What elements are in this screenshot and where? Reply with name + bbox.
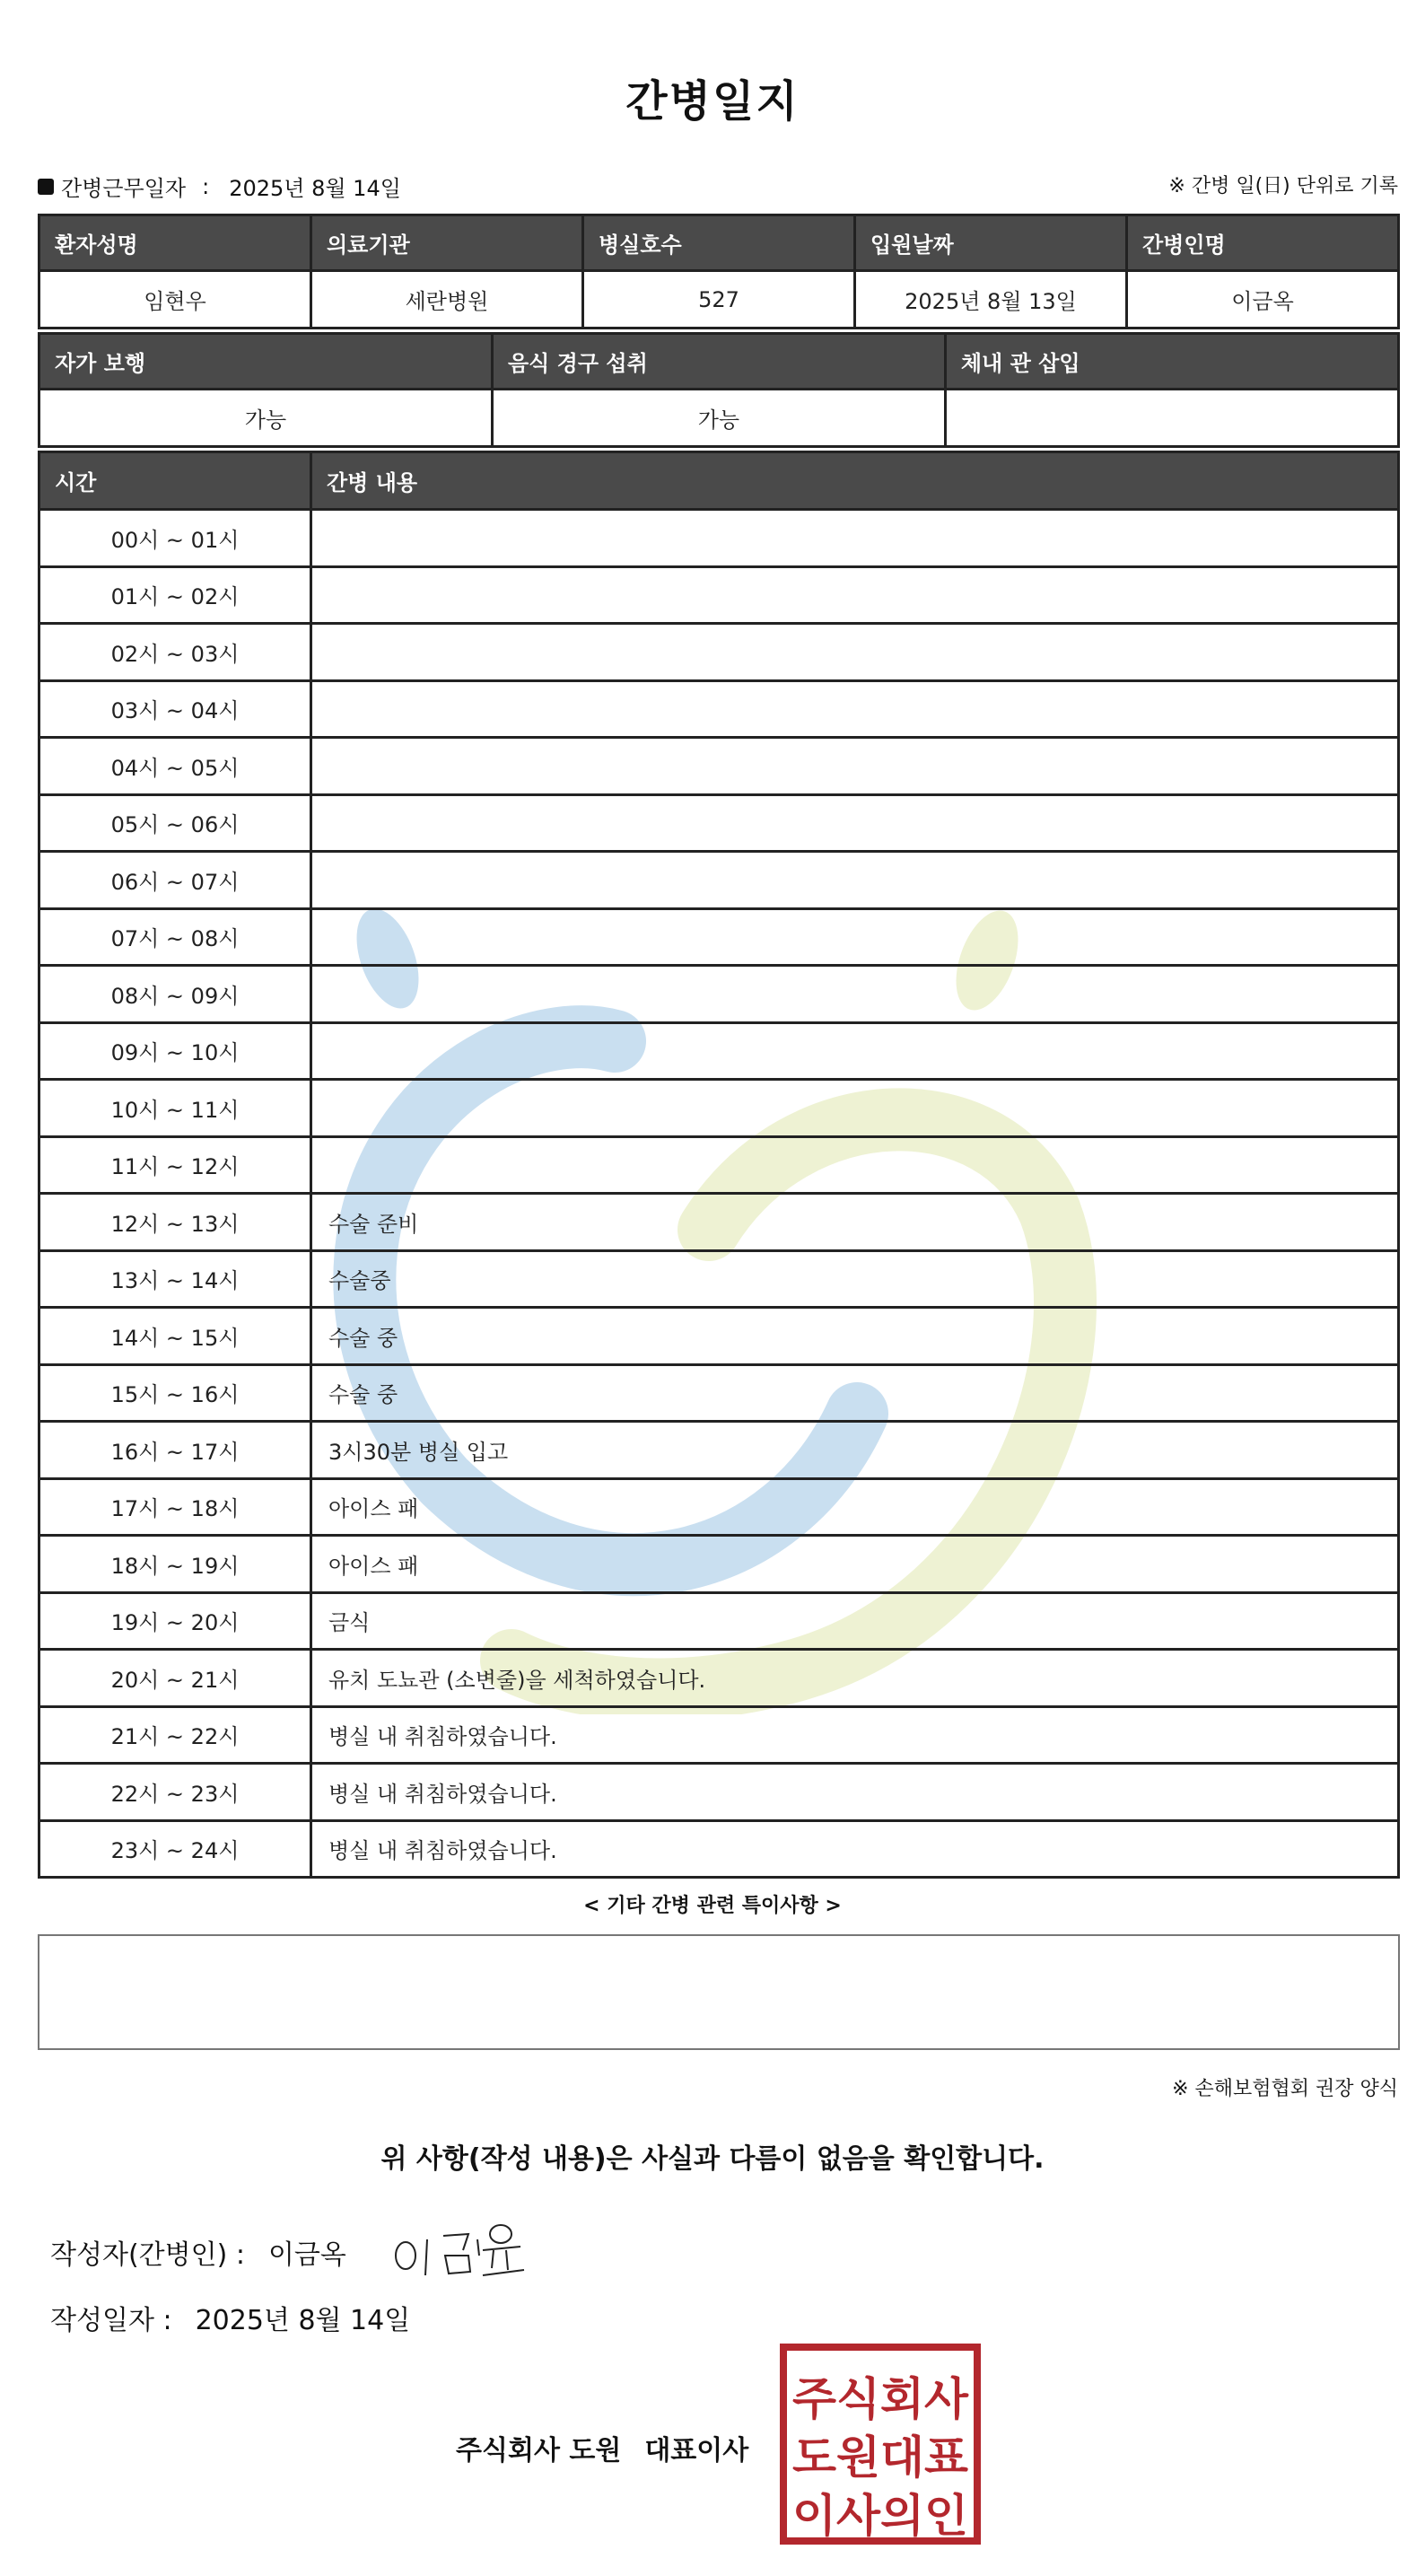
patient-info-header-row xyxy=(39,215,1399,271)
care-log-row xyxy=(39,1136,1399,1194)
care-log-row xyxy=(39,908,1399,966)
care-log-time: 13시 ~ 14시 xyxy=(39,1250,311,1308)
header-time: 시간 xyxy=(39,452,311,510)
care-log-time: 07시 ~ 08시 xyxy=(39,908,311,966)
care-log-row xyxy=(39,566,1399,624)
care-log-row xyxy=(39,1022,1399,1080)
care-log-note: 수술중 xyxy=(311,1250,1399,1308)
care-log-note xyxy=(311,566,1399,624)
care-log-row xyxy=(39,1650,1399,1707)
company-seal-stamp xyxy=(779,2343,982,2545)
care-log-row xyxy=(39,1194,1399,1251)
oral-intake-value: 가능 xyxy=(492,390,945,447)
care-log-note xyxy=(311,966,1399,1023)
care-log-time: 23시 ~ 24시 xyxy=(39,1820,311,1878)
care-log-row xyxy=(39,680,1399,738)
care-log-note: 수술 중 xyxy=(311,1308,1399,1365)
care-log-time: 10시 ~ 11시 xyxy=(39,1080,311,1137)
writer-line xyxy=(50,2232,346,2272)
writer-name: 이금옥 xyxy=(267,2239,346,2271)
care-log-row xyxy=(39,1478,1399,1536)
patient-status-table xyxy=(38,332,1400,448)
care-log-note: 병실 내 취침하였습니다. xyxy=(311,1706,1399,1764)
work-date-line xyxy=(38,171,401,202)
status-value-row xyxy=(39,390,1399,447)
care-log-row xyxy=(39,1706,1399,1764)
care-log-note xyxy=(311,624,1399,681)
company-name: 주식회사 도원 xyxy=(456,2435,622,2466)
care-log-note xyxy=(311,1136,1399,1194)
care-log-time: 12시 ~ 13시 xyxy=(39,1194,311,1251)
other-notes-box xyxy=(38,1934,1400,2050)
care-log-time: 11시 ~ 12시 xyxy=(39,1136,311,1194)
patient-name: 임현우 xyxy=(39,271,311,329)
square-bullet-icon xyxy=(38,179,54,195)
care-log-row xyxy=(39,510,1399,567)
care-log-note: 수술 준비 xyxy=(311,1194,1399,1251)
header-self-walking: 자가 보행 xyxy=(39,334,493,390)
care-log-note xyxy=(311,738,1399,795)
document-title: 간병일지 xyxy=(625,76,800,127)
care-log-row xyxy=(39,1592,1399,1650)
room-number: 527 xyxy=(583,271,855,329)
seal-line-2: 도원대표 xyxy=(792,2431,969,2484)
care-log-time: 08시 ~ 09시 xyxy=(39,966,311,1023)
patient-info-table xyxy=(38,214,1400,329)
care-log-note xyxy=(311,510,1399,567)
care-log-row xyxy=(39,966,1399,1023)
care-log-time: 20시 ~ 21시 xyxy=(39,1650,311,1707)
care-log-note: 아이스 패 xyxy=(311,1478,1399,1536)
care-log-time: 16시 ~ 17시 xyxy=(39,1422,311,1479)
care-log-note: 금식 xyxy=(311,1592,1399,1650)
header-room-number: 병실호수 xyxy=(583,215,855,271)
header-care-content: 간병 내용 xyxy=(311,452,1399,510)
care-log-time: 09시 ~ 10시 xyxy=(39,1022,311,1080)
work-date-value: 2025년 8월 14일 xyxy=(229,176,401,201)
tube-insertion-value xyxy=(945,390,1398,447)
care-log-time: 02시 ~ 03시 xyxy=(39,624,311,681)
work-date-label: 간병근무일자 xyxy=(61,176,187,201)
care-log-note xyxy=(311,794,1399,852)
care-log-time: 05시 ~ 06시 xyxy=(39,794,311,852)
care-log-header-row xyxy=(39,452,1399,510)
care-log-row xyxy=(39,1536,1399,1593)
care-log-time: 17시 ~ 18시 xyxy=(39,1478,311,1536)
care-log-row xyxy=(39,794,1399,852)
other-notes-title: < 기타 간병 관련 특이사항 > xyxy=(583,1895,842,1917)
care-log-note xyxy=(311,1080,1399,1137)
written-date-line xyxy=(50,2298,410,2337)
company-line xyxy=(456,2428,748,2467)
written-date-label: 작성일자 : xyxy=(50,2305,172,2336)
care-log-note xyxy=(311,1022,1399,1080)
care-log-note: 병실 내 취침하였습니다. xyxy=(311,1764,1399,1821)
care-log-table xyxy=(38,451,1400,1879)
handwritten-signature xyxy=(386,2212,538,2284)
care-log-time: 15시 ~ 16시 xyxy=(39,1364,311,1422)
care-log-row xyxy=(39,1422,1399,1479)
care-log-note: 3시30분 병실 입고 xyxy=(311,1422,1399,1479)
care-log-note xyxy=(311,852,1399,909)
header-hospital: 의료기관 xyxy=(311,215,583,271)
self-walking-value: 가능 xyxy=(39,390,493,447)
care-log-time: 00시 ~ 01시 xyxy=(39,510,311,567)
care-log-time: 03시 ~ 04시 xyxy=(39,680,311,738)
care-log-time: 21시 ~ 22시 xyxy=(39,1706,311,1764)
care-log-row xyxy=(39,1764,1399,1821)
header-oral-intake: 음식 경구 섭취 xyxy=(492,334,945,390)
care-log-time: 14시 ~ 15시 xyxy=(39,1308,311,1365)
care-log-row xyxy=(39,1820,1399,1878)
care-log-time: 22시 ~ 23시 xyxy=(39,1764,311,1821)
care-log-note xyxy=(311,680,1399,738)
care-log-row xyxy=(39,738,1399,795)
patient-info-value-row xyxy=(39,271,1399,329)
care-log-time: 04시 ~ 05시 xyxy=(39,738,311,795)
care-log-row xyxy=(39,1250,1399,1308)
header-admission-date: 입원날짜 xyxy=(855,215,1127,271)
work-date-colon: : xyxy=(202,173,210,199)
care-log-row xyxy=(39,1080,1399,1137)
seal-line-3: 이사의인 xyxy=(792,2490,968,2542)
care-log-row xyxy=(39,1308,1399,1365)
care-log-note xyxy=(311,908,1399,966)
care-log-time: 19시 ~ 20시 xyxy=(39,1592,311,1650)
care-log-body xyxy=(39,510,1399,1878)
care-log-row xyxy=(39,624,1399,681)
header-tube-insertion: 체내 관 삽입 xyxy=(945,334,1398,390)
header-patient-name: 환자성명 xyxy=(39,215,311,271)
insurance-form-note: ※ 손해보험협회 권장 양식 xyxy=(1172,2078,1398,2100)
written-date-value: 2025년 8월 14일 xyxy=(195,2305,411,2336)
status-header-row xyxy=(39,334,1399,390)
care-log-time: 18시 ~ 19시 xyxy=(39,1536,311,1593)
ceo-label: 대표이사 xyxy=(644,2435,749,2466)
care-log-note: 병실 내 취침하였습니다. xyxy=(311,1820,1399,1878)
care-log-time: 06시 ~ 07시 xyxy=(39,852,311,909)
caregiver-name: 이금옥 xyxy=(1127,271,1399,329)
record-unit-note: ※ 간병 일(日) 단위로 기록 xyxy=(1168,175,1398,197)
care-log-row xyxy=(39,852,1399,909)
care-log-note: 유치 도뇨관 (소변줄)을 세척하였습니다. xyxy=(311,1650,1399,1707)
confirmation-statement: 위 사항(작성 내용)은 사실과 다름이 없음을 확인합니다. xyxy=(380,2143,1045,2175)
hospital-name: 세란병원 xyxy=(311,271,583,329)
care-log-note: 아이스 패 xyxy=(311,1536,1399,1593)
header-caregiver-name: 간병인명 xyxy=(1127,215,1399,271)
seal-line-1: 주식회사 xyxy=(792,2373,969,2425)
care-log-time: 01시 ~ 02시 xyxy=(39,566,311,624)
writer-label: 작성자(간병인) : xyxy=(50,2239,245,2271)
admission-date: 2025년 8월 13일 xyxy=(855,271,1127,329)
care-log-row xyxy=(39,1364,1399,1422)
care-log-note: 수술 중 xyxy=(311,1364,1399,1422)
